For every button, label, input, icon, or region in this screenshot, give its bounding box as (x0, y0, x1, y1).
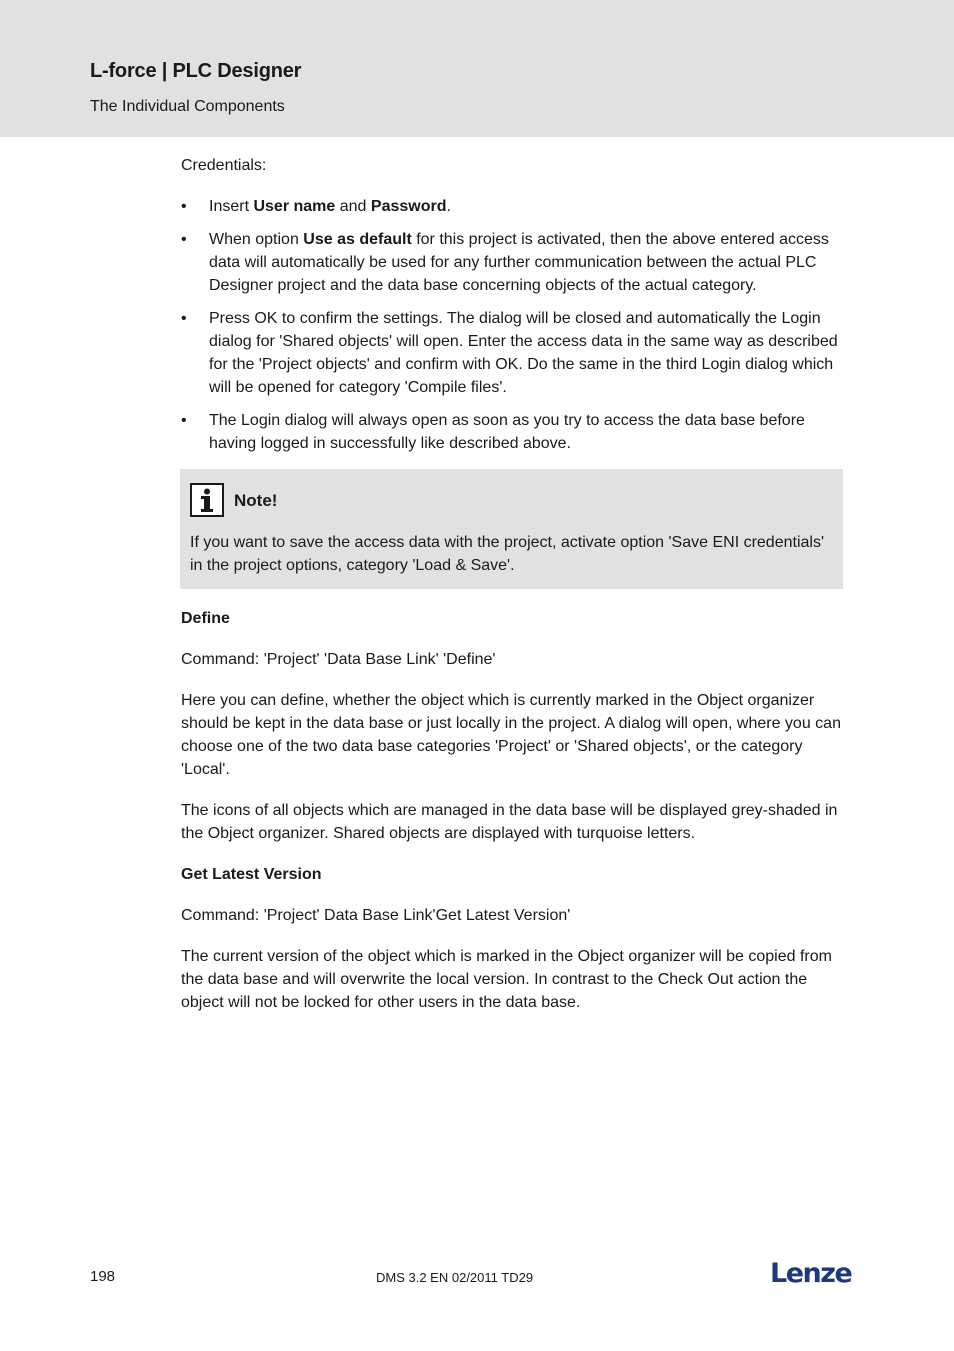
get-latest-command: Command: 'Project' Data Base Link'Get Latest Version' (181, 907, 571, 924)
note-text: If you want to save the access data with the project, activate option 'Save ENI credentials' in the project options, category 'Load & Save'. (190, 534, 825, 574)
text-run: for this project is activated, then the above entered access data will automatically be used for any further communication between the actual PLC Designer project and the data base concerning objects of the actual category. (209, 231, 829, 294)
section-heading-define: Define (181, 610, 230, 627)
chapter-title: The Individual Components (90, 98, 285, 115)
bold-text: Use as default (303, 231, 412, 248)
document-id: DMS 3.2 EN 02/2011 TD29 (376, 1270, 534, 1285)
get-latest-paragraph: The current version of the object which is marked in the Object organizer will be copied from the data base and will overwrite the local version. In contrast to the Check Out action the object will not be locked for other users in the data base. (181, 948, 832, 1011)
text-run: The Login dialog will always open as soon as you try to access the data base before having logged in successfully like described above. (209, 412, 805, 452)
bullet-item (181, 409, 843, 455)
define-paragraph: Here you can define, whether the object which is currently marked in the Object organizer should be kept in the data base or just locally in the project. A dialog will open, where you can choose one of the two data base categories 'Project' or 'Shared objects', or the category 'Local'. (181, 692, 841, 778)
bold-text: User name (253, 198, 336, 215)
lenze-logo: Lenze (770, 1258, 852, 1289)
bullet-item (181, 228, 843, 297)
define-paragraph: The icons of all objects which are managed in the data base will be displayed grey-shaded in the Object organizer. Shared objects are displayed with turquoise letters. (181, 802, 838, 842)
text-run: When option (209, 231, 304, 248)
credentials-bullet-list (181, 195, 843, 455)
main-content (181, 154, 843, 1014)
credentials-label: Credentials: (181, 157, 267, 174)
section-heading-get-latest-version: Get Latest Version (181, 866, 322, 883)
bullet-item (181, 307, 843, 399)
info-icon (190, 483, 224, 517)
page-header (0, 0, 954, 137)
text-run: . (446, 198, 451, 215)
note-header (190, 483, 833, 517)
note-box (180, 469, 843, 589)
note-title: Note! (234, 490, 278, 510)
page-number: 198 (90, 1268, 116, 1285)
bold-text: Password (370, 198, 447, 215)
text-run: Insert (209, 198, 254, 215)
define-command: Command: 'Project' 'Data Base Link' 'Define' (181, 651, 496, 668)
bullet-item (181, 195, 843, 218)
text-run: and (335, 198, 371, 215)
text-run: Press OK to confirm the settings. The dialog will be closed and automatically the Login dialog for 'Shared objects' will open. Enter the access data in the same way as described for the 'Project objects' and confirm with OK. Do the same in the third Login dialog which will be opened for category 'Compile files'. (209, 310, 838, 396)
document-title: L-force | PLC Designer (90, 60, 302, 82)
